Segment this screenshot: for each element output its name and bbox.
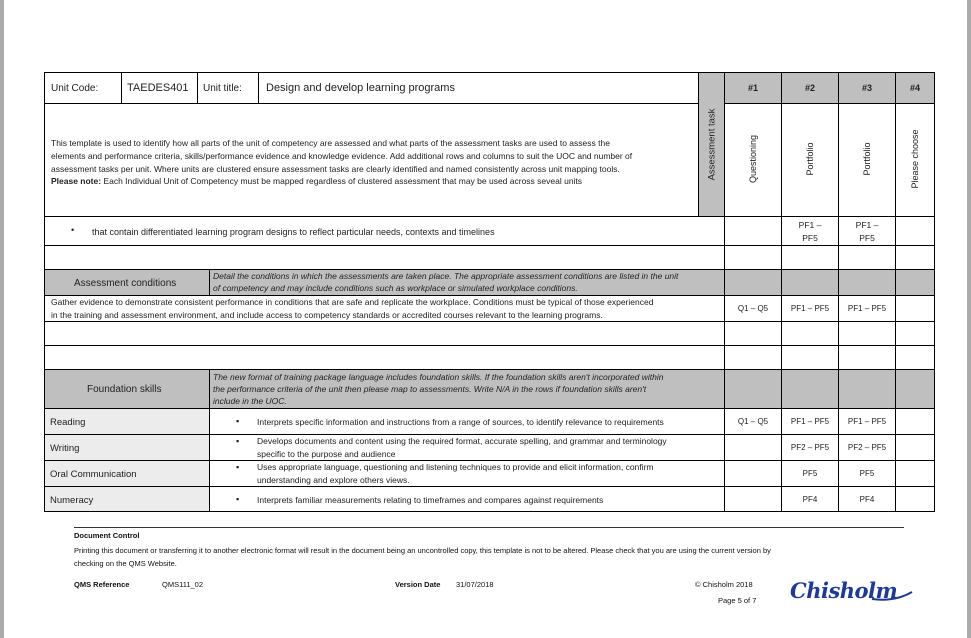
criteria-text: that contain differentiated learning program designs to reflect particular needs, contexts and timelines (92, 227, 495, 237)
blank-row-t4 (895, 245, 935, 270)
bullet-icon: ▪ (236, 494, 240, 504)
intro-note-label: Please note: (51, 176, 102, 186)
assessment-conditions-instr-cell (209, 269, 725, 296)
qms-ref: QMS111_02 (162, 580, 203, 589)
assessment-conditions-instr-2: of competency and may include conditions such as workplace or simulated workplace conditions. (213, 283, 578, 293)
skill-desc-line1: Develops documents and content using the required format, accurate spelling, and grammar and terminology (257, 436, 667, 446)
task-4-header: #4 (895, 72, 935, 104)
criteria-t2-line2: PF5 (802, 233, 818, 243)
task-4-method-cell[interactable] (895, 103, 935, 217)
logo-swash-icon (790, 578, 920, 610)
skill-writing-t1 (724, 434, 782, 461)
document-page (4, 0, 967, 638)
blank-row-t2 (781, 245, 839, 270)
skill-writing-t3: PF2 – PF5 (838, 434, 896, 461)
skill-label: Writing (50, 443, 80, 454)
criteria-t3 (838, 216, 896, 246)
qms-ref-label: QMS Reference (74, 580, 130, 589)
criteria-t3-line1: PF1 – (855, 220, 879, 230)
page-number: Page 5 of 7 (718, 596, 757, 605)
task-2-method: Portfolio (805, 142, 815, 176)
intro-line-3: assessment tasks per unit. Where units are clustered ensure assessment tasks are clearly identified and named consistently across unit mapping tools. (51, 164, 620, 174)
doc-control-line1: Printing this document or transferring it to another electronic format will result in the document being an uncontrolled copy, this template is not to be altered. Please check that you are using the current version by (74, 546, 771, 555)
assessment-task-label: Assessment task (706, 108, 718, 181)
criteria-t3-line2: PF5 (859, 233, 875, 243)
criteria-t2-line1: PF1 – (798, 220, 822, 230)
skill-numeracy-t1 (724, 486, 782, 512)
skill-reading-cell (44, 408, 210, 435)
task-2-header: #2 (781, 72, 839, 104)
task-3-method-cell (838, 103, 896, 217)
blank-row-2 (44, 321, 725, 346)
skill-oral-t2: PF5 (781, 460, 839, 487)
criteria-cell (44, 216, 725, 246)
criteria-t4 (895, 216, 935, 246)
foundation-instr-3: include in the UOC. (213, 396, 287, 406)
task-4-method-select[interactable]: Please choose (910, 129, 920, 189)
assessment-conditions-instr-1: Detail the conditions in which the assessments are taken place. The appropriate assessment conditions are listed in the unit (213, 271, 679, 281)
skill-label: Numeracy (50, 495, 94, 506)
unit-title-label: Unit title: (203, 83, 242, 94)
doc-control-title: Document Control (74, 531, 140, 540)
intro-note-text: Each Individual Unit of Competency must be mapped regardless of clustered assessment that may be used across seveal units (101, 176, 583, 186)
skill-reading-desc (209, 408, 725, 435)
logo-text: Chisholm (790, 578, 898, 603)
skill-desc-line2: understanding and explore others views. (257, 475, 410, 485)
unit-code-label-cell (44, 72, 122, 104)
assessment-conditions-text-2: in the training and assessment environment, and include access to competency standards or accredited courses relevant to the learning programs. (51, 310, 603, 320)
intro-line-1: This template is used to identify how all parts of the unit of competency are assessed and what parts of the assessment tasks are used to assess the (51, 138, 610, 148)
criteria-t2 (781, 216, 839, 246)
assessment-conditions-t4 (895, 295, 935, 322)
blank-row-t1 (724, 245, 782, 270)
intro-cell (44, 103, 699, 217)
task-1-method: Questioning (748, 134, 758, 184)
skill-desc-line1: Interprets familiar measurements relating to timeframes and compares against requirements (257, 495, 604, 505)
foundation-instr-2: the performance criteria of the unit then please map to assessments. Write N/A in the rows if foundation skills aren't (213, 384, 647, 394)
assessment-conditions-t2: PF1 – PF5 (781, 295, 839, 322)
unit-title-cell (258, 72, 699, 104)
chisholm-logo (790, 578, 920, 610)
bullet-icon: ▪ (236, 416, 240, 426)
version-label: Version Date (395, 580, 441, 589)
skill-reading-t2: PF1 – PF5 (781, 408, 839, 435)
skill-desc-line2: specific to the purpose and audience (257, 449, 396, 459)
foundation-instr-cell (209, 369, 725, 409)
skill-numeracy-t3: PF4 (838, 486, 896, 512)
doc-control-line2: checking on the QMS Website. (74, 559, 177, 568)
assessment-conditions-label: Assessment conditions (74, 278, 177, 289)
unit-title: Design and develop learning programs (266, 82, 455, 94)
task-3-header: #3 (838, 72, 896, 104)
assessment-conditions-t1: Q1 – Q5 (724, 295, 782, 322)
task-1-method-cell (724, 103, 782, 217)
assessment-conditions-text-1: Gather evidence to demonstrate consistent performance in conditions that are safe and replicate the workplace. Conditions must be typical of those experienced (51, 297, 654, 307)
skill-desc-line1: Uses appropriate language, questioning and listening techniques to provide and elicit information, confirm (257, 462, 654, 472)
skill-label: Reading (50, 417, 86, 428)
skill-reading-t3: PF1 – PF5 (838, 408, 896, 435)
unit-code: TAEDES401 (127, 82, 189, 94)
criteria-t1 (724, 216, 782, 246)
assessment-conditions-label-cell (44, 269, 210, 296)
unit-title-label-cell (197, 72, 259, 104)
version-date: 31/07/2018 (456, 580, 494, 589)
bullet-icon: ▪ (236, 436, 240, 446)
bullet-icon: • (71, 225, 75, 235)
intro-line-2: elements and performance criteria, skills/performance evidence and knowledge evidence. Add additional rows and columns to suit the UOC and number of (51, 151, 633, 161)
unit-code-cell (121, 72, 198, 104)
skill-writing-desc (209, 434, 725, 461)
skill-oral-desc (209, 460, 725, 487)
skill-oral-cell (44, 460, 210, 487)
assessment-task-cell (698, 72, 725, 217)
skill-numeracy-t2: PF4 (781, 486, 839, 512)
task-3-method: Portfolio (862, 142, 872, 176)
skill-numeracy-desc (209, 486, 725, 512)
foundation-instr-1: The new format of training package language includes foundation skills. If the foundation skills aren't incorporated within (213, 372, 664, 382)
skill-writing-t2: PF2 – PF5 (781, 434, 839, 461)
task-1-header: #1 (724, 72, 782, 104)
blank-row-t3 (838, 245, 896, 270)
unit-code-label: Unit Code: (51, 83, 99, 94)
skill-desc-line1: Interprets specific information and instructions from a range of sources, to identify relevance to requirements (257, 417, 664, 427)
blank-row-3 (44, 345, 725, 370)
copyright: © Chisholm 2018 (695, 580, 753, 589)
skill-numeracy-cell (44, 486, 210, 512)
foundation-skills-label: Foundation skills (87, 384, 162, 395)
footer-divider (74, 527, 904, 528)
skill-writing-cell (44, 434, 210, 461)
skill-oral-t1 (724, 460, 782, 487)
blank-row (44, 245, 725, 270)
foundation-skills-label-cell (44, 369, 210, 409)
task-2-method-cell (781, 103, 839, 217)
skill-label: Oral Communication (50, 469, 137, 480)
skill-reading-t1: Q1 – Q5 (724, 408, 782, 435)
assessment-conditions-text-cell (44, 295, 725, 322)
skill-oral-t3: PF5 (838, 460, 896, 487)
bullet-icon: ▪ (236, 462, 240, 472)
assessment-conditions-t3: PF1 – PF5 (838, 295, 896, 322)
